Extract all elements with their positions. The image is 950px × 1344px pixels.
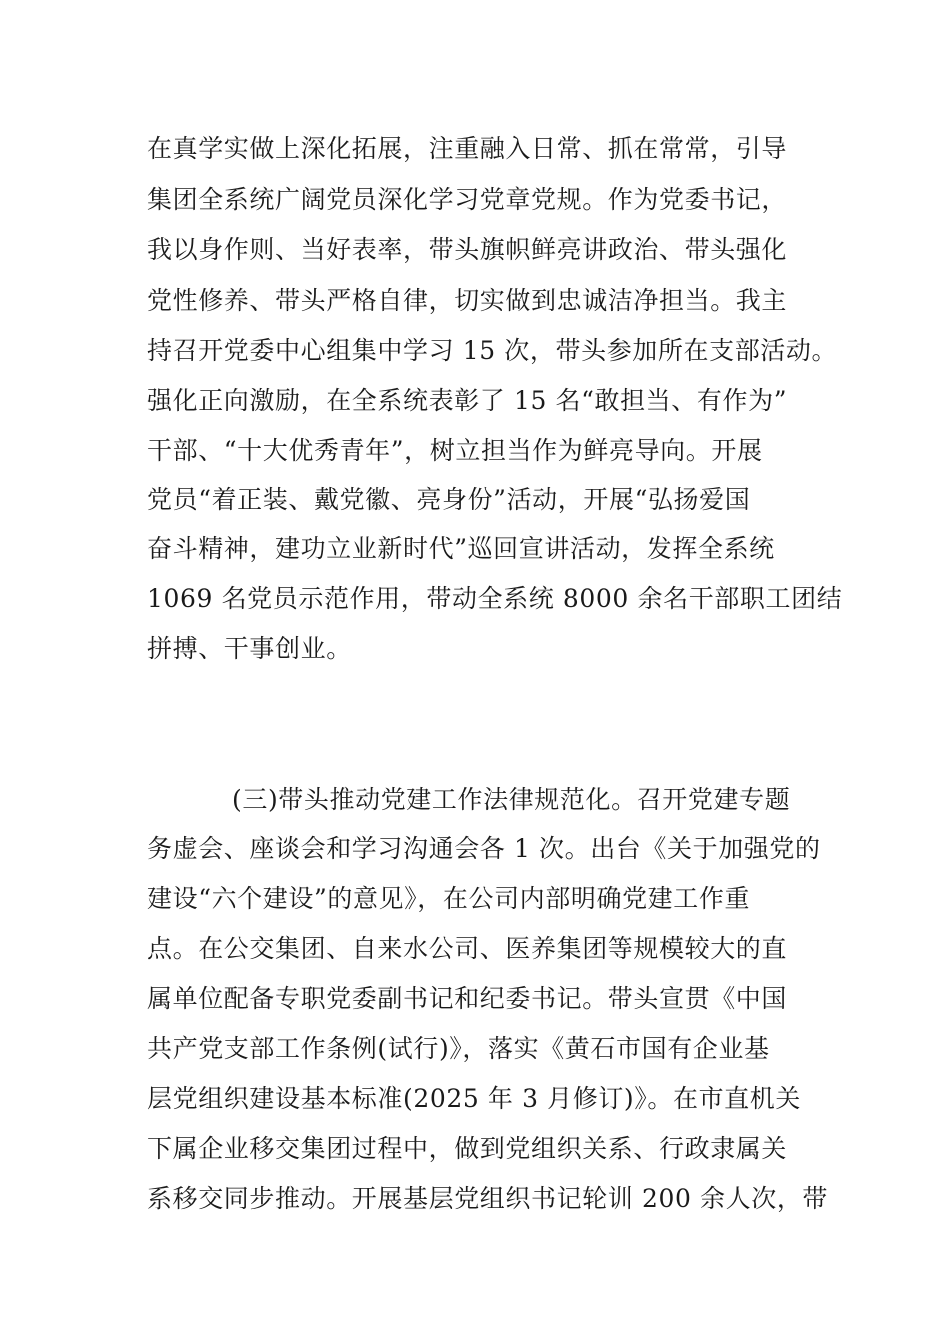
text-line: 党性修养、带头严格自律，切实做到忠诚洁净担当。我主 (147, 286, 788, 315)
text-line: 共产党支部工作条例(试行)》，落实《黄石市国有企业基 (147, 1034, 770, 1063)
text-line: 强化正向激励，在全系统表彰了 15 名“敢担当、有作为” (147, 386, 788, 415)
text-line: 党员“着正装、戴党徽、亮身份”活动，开展“弘扬爱国 (147, 485, 751, 514)
section-heading-line: (三)带头推动党建工作法律规范化。召开党建专题 (232, 785, 791, 814)
text-line: 奋斗精神，建功立业新时代”巡回宣讲活动，发挥全系统 (147, 534, 775, 563)
text-line: 持召开党委中心组集中学习 15 次，带头参加所在支部活动。 (147, 336, 838, 365)
text-line: 层党组织建设基本标准(2025 年 3 月修订)》。在市直机关 (147, 1084, 801, 1113)
text-line: 干部、“十大优秀青年”，树立担当作为鲜亮导向。开展 (147, 436, 763, 465)
text-line: 务虚会、座谈会和学习沟通会各 1 次。出台《关于加强党的 (147, 834, 821, 863)
text-line: 系移交同步推动。开展基层党组织书记轮训 200 余人次，带 (147, 1184, 829, 1213)
text-line: 属单位配备专职党委副书记和纪委书记。带头宣贯《中国 (147, 984, 788, 1013)
text-line: 建设“六个建设”的意见》，在公司内部明确党建工作重 (147, 884, 751, 913)
text-line: 集团全系统广阔党员深化学习党章党规。作为党委书记， (147, 185, 788, 214)
text-line: 我以身作则、当好表率，带头旗帜鲜亮讲政治、带头强化 (147, 235, 788, 264)
text-line: 点。在公交集团、自来水公司、医养集团等规模较大的直 (147, 934, 788, 963)
text-line: 下属企业移交集团过程中，做到党组织关系、行政隶属关 (147, 1134, 788, 1163)
text-line: 1069 名党员示范作用，带动全系统 8000 余名干部职工团结 (147, 584, 843, 613)
text-line: 在真学实做上深化拓展，注重融入日常、抓在常常，引导 (147, 134, 788, 163)
text-line: 拼搏、干事创业。 (147, 634, 352, 663)
